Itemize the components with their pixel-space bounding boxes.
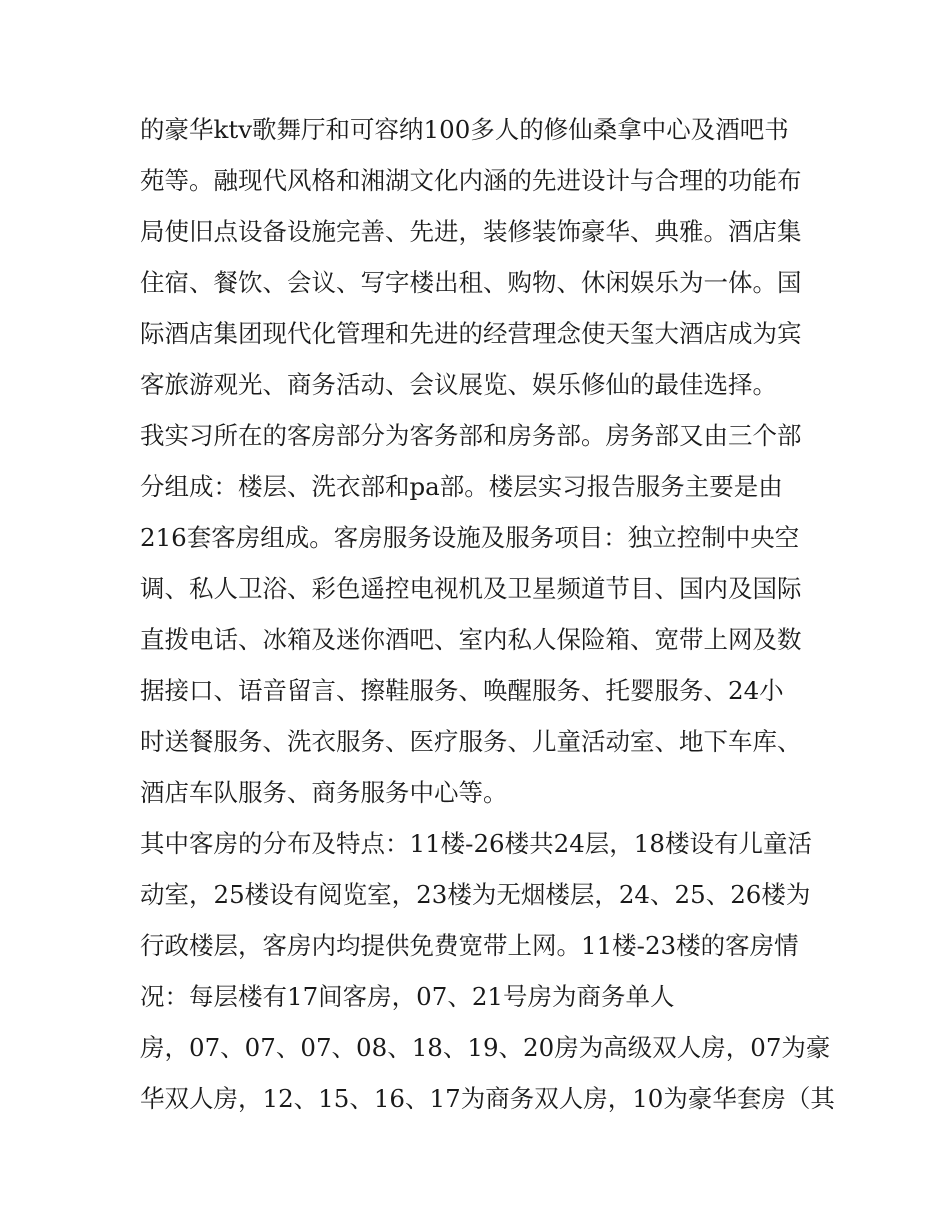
text-line: 际酒店集团现代化管理和先进的经营理念使天玺大酒店成为宾 <box>140 319 802 348</box>
text-line: 时送餐服务、洗衣服务、医疗服务、儿童活动室、地下车库、 <box>140 727 802 756</box>
text-line: 况：每层楼有17间客房，07、21号房为商务单人 <box>140 982 675 1011</box>
text-line: 直拨电话、冰箱及迷你酒吧、室内私人保险箱、宽带上网及数 <box>140 625 802 654</box>
text-line: 我实习所在的客房部分为客务部和房务部。房务部又由三个部 <box>140 421 802 450</box>
text-line: 苑等。融现代风格和湘湖文化内涵的先进设计与合理的功能布 <box>140 166 802 195</box>
text-line: 调、私人卫浴、彩色遥控电视机及卫星频道节目、国内及国际 <box>140 574 802 603</box>
text-line: 其中客房的分布及特点：11楼-26楼共24层，18楼设有儿童活 <box>140 829 812 858</box>
text-line: 酒店车队服务、商务服务中心等。 <box>140 778 508 807</box>
text-line: 房，07、07、07、08、18、19、20房为高级双人房，07为豪 <box>140 1033 831 1062</box>
text-line: 据接口、语音留言、擦鞋服务、唤醒服务、托婴服务、24小 <box>140 676 784 705</box>
text-line: 局使旧点设备设施完善、先进，装修装饰豪华、典雅。酒店集 <box>140 217 802 246</box>
text-line: 分组成：楼层、洗衣部和pa部。楼层实习报告服务主要是由 <box>140 472 783 501</box>
text-line: 客旅游观光、商务活动、会议展览、娱乐修仙的最佳选择。 <box>140 370 777 399</box>
text-line: 216套客房组成。客房服务设施及服务项目：独立控制中央空 <box>140 523 800 552</box>
text-line: 住宿、餐饮、会议、写字楼出租、购物、休闲娱乐为一体。国 <box>140 268 802 297</box>
text-line: 华双人房，12、15、16、17为商务双人房，10为豪华套房（其 <box>140 1084 835 1113</box>
text-line: 行政楼层，客房内均提供免费宽带上网。11楼-23楼的客房情 <box>140 931 799 960</box>
body-text <box>140 104 835 1124</box>
text-line: 动室，25楼设有阅览室，23楼为无烟楼层，24、25、26楼为 <box>140 880 811 909</box>
text-line: 的豪华ktv歌舞厅和可容纳100多人的修仙桑拿中心及酒吧书 <box>140 115 789 144</box>
